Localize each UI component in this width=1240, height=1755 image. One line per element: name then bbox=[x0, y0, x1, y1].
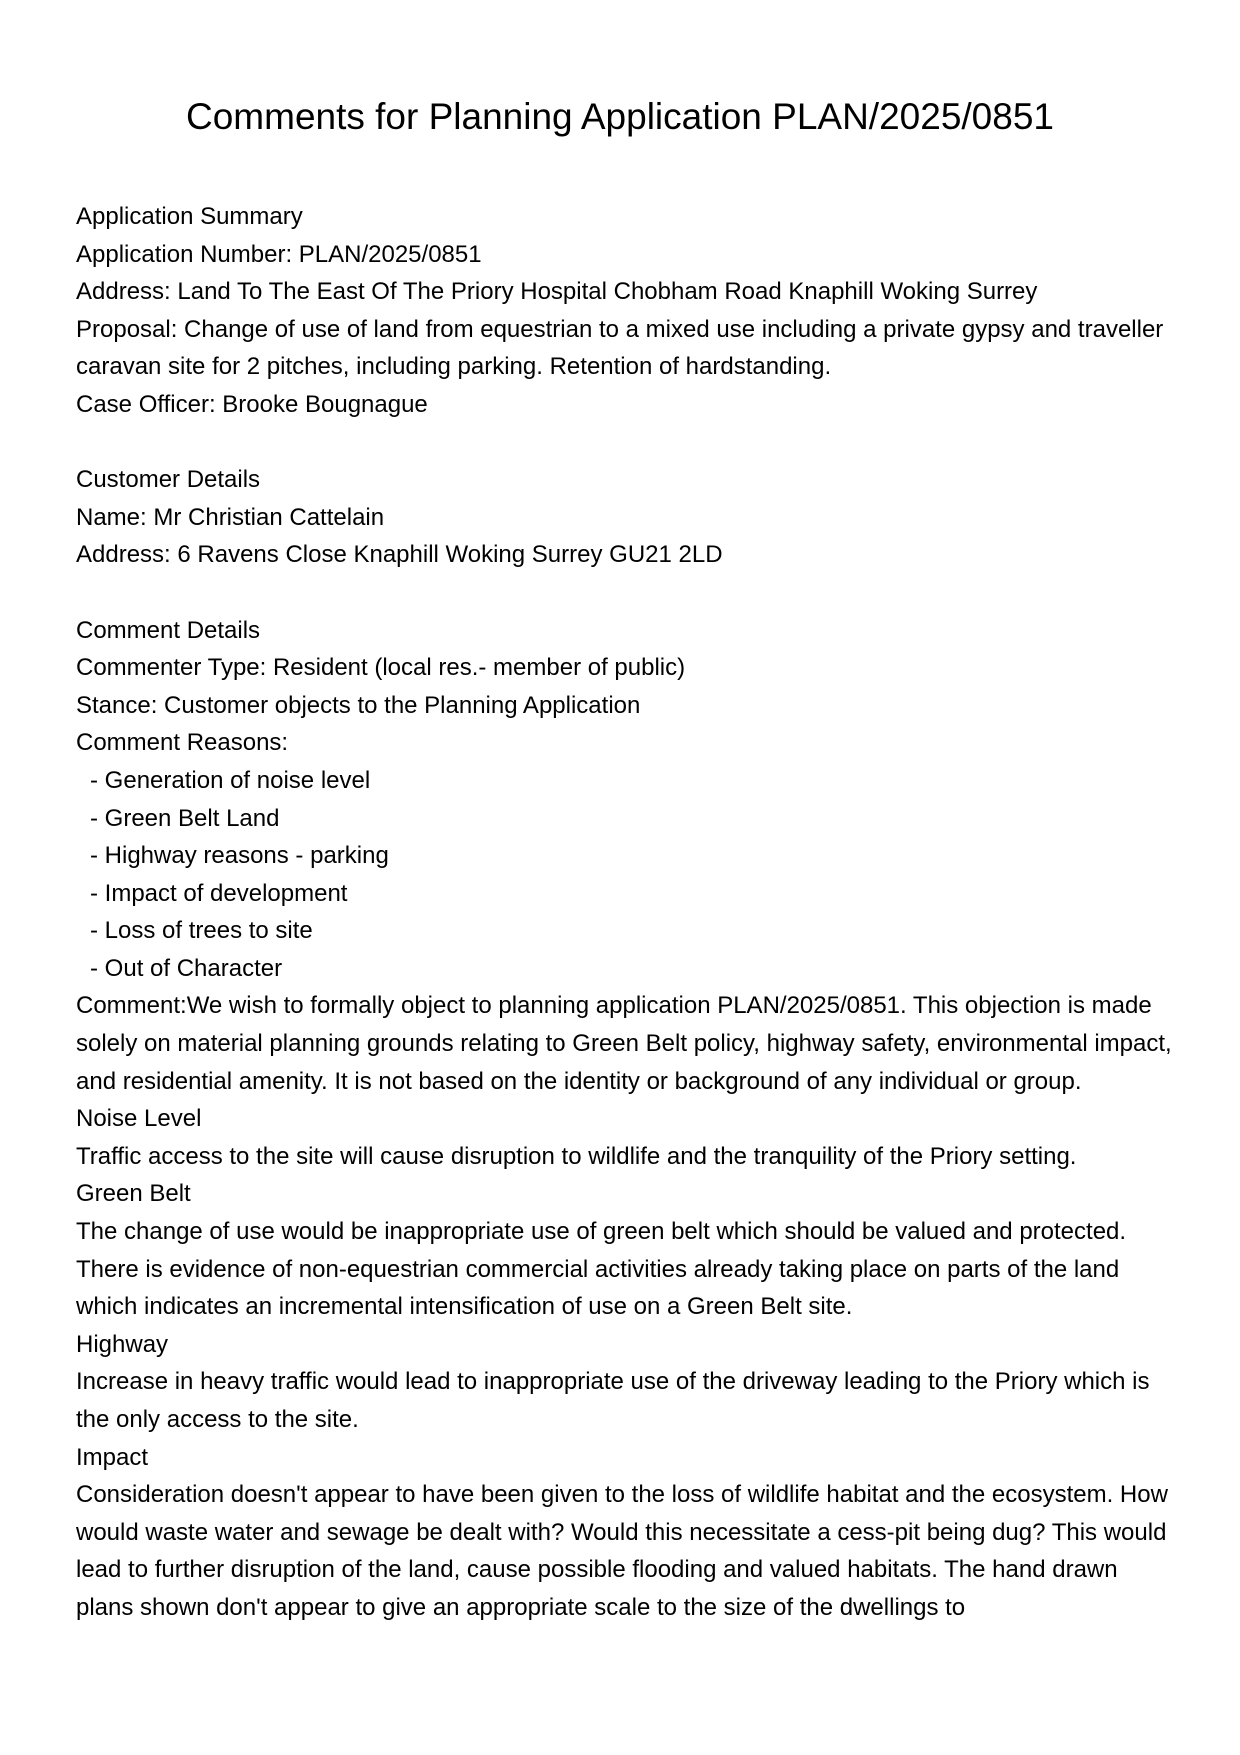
noise-level-heading: Noise Level bbox=[76, 1105, 202, 1133]
application-summary-heading: Application Summary bbox=[76, 203, 303, 230]
comment-reasons-list bbox=[76, 762, 1176, 988]
highway-text: Increase in heavy traffic would lead to inappropriate use of the driveway leading to the Priory which is the only access to the site. bbox=[76, 1368, 1150, 1433]
commenter-type: Commenter Type: Resident (local res.- member of public) bbox=[76, 654, 686, 682]
comment-details-heading: Comment Details bbox=[76, 616, 261, 644]
highway-heading: Highway bbox=[76, 1330, 169, 1358]
page-title: Comments for Planning Application PLAN/2025/0851 bbox=[186, 96, 1054, 137]
customer-details-section bbox=[76, 461, 1176, 574]
noise-level-text: Traffic access to the site will cause disruption to wildlife and the tranquility of the Priory setting. bbox=[76, 1142, 1077, 1170]
green-belt-heading: Green Belt bbox=[76, 1180, 191, 1208]
application-number: Application Number: PLAN/2025/0851 bbox=[76, 240, 482, 268]
customer-details-heading: Customer Details bbox=[76, 466, 261, 494]
application-address: Address: Land To The East Of The Priory Hospital Chobham Road Knaphill Woking Surrey bbox=[76, 278, 1038, 306]
section-gap bbox=[76, 574, 1176, 612]
comment-reason-item: - Generation of noise level bbox=[76, 762, 1176, 800]
green-belt-text: The change of use would be inappropriate use of green belt which should be valued and protected. There is evidence of non-equestrian commercial activities already taking place on parts of the land which indicates an incremental intensification of use on a Green Belt site. bbox=[76, 1218, 1127, 1321]
stance: Stance: Customer objects to the Planning Application bbox=[76, 691, 641, 719]
comment-reason-item: - Green Belt Land bbox=[76, 800, 1176, 838]
customer-name: Name: Mr Christian Cattelain bbox=[76, 503, 385, 531]
customer-address: Address: 6 Ravens Close Knaphill Woking Surrey GU21 2LD bbox=[76, 541, 723, 569]
case-officer: Case Officer: Brooke Bougnague bbox=[76, 390, 428, 418]
document-body bbox=[76, 198, 1176, 1627]
impact-heading: Impact bbox=[76, 1443, 149, 1471]
comment-reasons-label: Comment Reasons: bbox=[76, 729, 289, 757]
comment-details-section bbox=[76, 612, 1176, 1627]
section-gap bbox=[76, 424, 1176, 462]
impact-text: Consideration doesn't appear to have been given to the loss of wildlife habitat and the ecosystem. How would waste water and sewage be dealt with? Would this necessitate a cess-pit being dug? This would lead to further disruption of the land, cause possible flooding and valued habitats. The hand drawn plans shown don't appear to give an appropriate scale to the size of the dwellings to bbox=[76, 1481, 1168, 1621]
comment-reason-item: - Out of Character bbox=[76, 950, 1176, 988]
comment-reason-item: - Impact of development bbox=[76, 875, 1176, 913]
application-summary-section bbox=[76, 198, 1176, 424]
comment-reason-item: - Loss of trees to site bbox=[76, 912, 1176, 950]
proposal-text: Proposal: Change of use of land from equestrian to a mixed use including a private gypsy and traveller caravan site for 2 pitches, including parking. Retention of hardstanding. bbox=[76, 315, 1164, 381]
comment-reason-item: - Highway reasons - parking bbox=[76, 837, 1176, 875]
comment-intro: Comment:We wish to formally object to planning application PLAN/2025/0851. This objection is made solely on material planning grounds relating to Green Belt policy, highway safety, environmental impact, and residential amenity. It is not based on the identity or background of any individual or group. bbox=[76, 992, 1172, 1095]
